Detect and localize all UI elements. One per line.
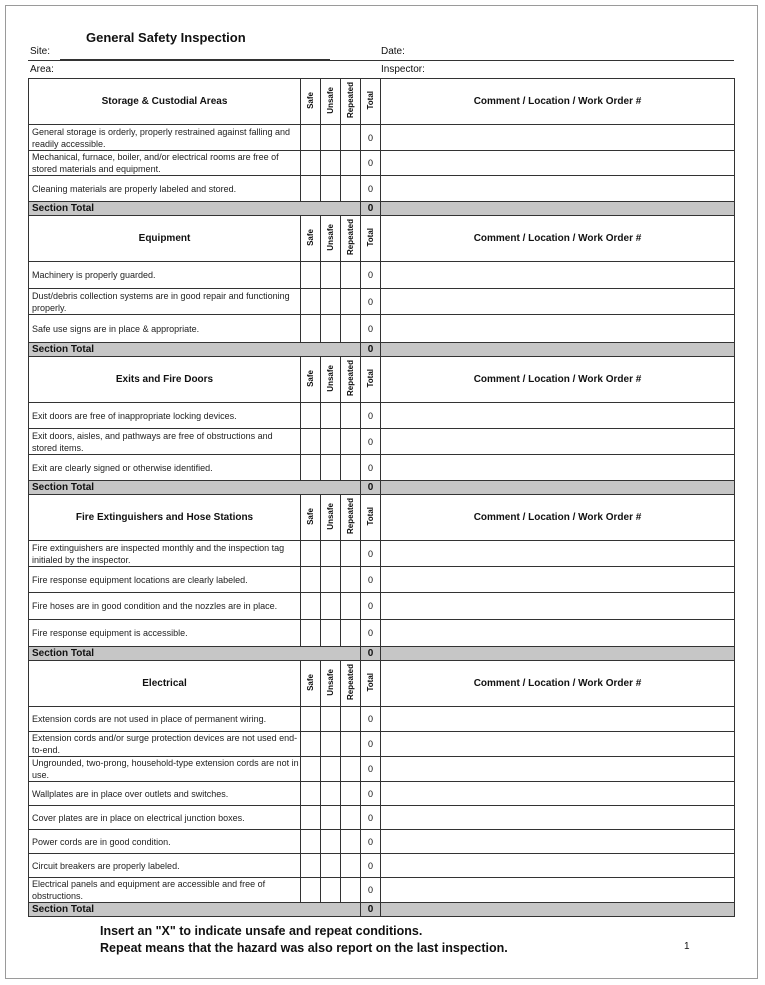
checklist-row [29,455,735,481]
section-title: Electrical [29,661,301,707]
safe-checkbox-cell[interactable] [301,125,321,151]
row-total: 0 [361,541,381,567]
section-total-row [29,202,735,216]
unsafe-column-header: Unsafe [326,669,335,696]
unsafe-column-header-cell [321,495,341,541]
comment-cell[interactable] [381,151,735,176]
comment-cell[interactable] [381,878,735,903]
section-total-label: Section Total [29,481,361,495]
safe-checkbox-cell[interactable] [301,732,321,757]
checklist-row [29,403,735,429]
safe-column-header: Safe [306,229,315,246]
section-total-blank [381,481,735,495]
section-total-row [29,647,735,661]
repeated-checkbox-cell[interactable] [341,757,361,782]
area-inspector-row [28,60,734,78]
row-total: 0 [361,403,381,429]
unsafe-checkbox-cell[interactable] [321,455,341,481]
site-date-row [28,42,734,61]
row-total: 0 [361,176,381,202]
repeated-checkbox-cell[interactable] [341,567,361,593]
repeated-checkbox-cell[interactable] [341,593,361,620]
unsafe-checkbox-cell[interactable] [321,429,341,455]
comment-cell[interactable] [381,315,735,343]
checklist-row [29,620,735,647]
comment-column-header: Comment / Location / Work Order # [381,495,735,541]
checklist-row [29,732,735,757]
repeated-checkbox-cell[interactable] [341,782,361,806]
section-total-row [29,481,735,495]
safe-column-header: Safe [306,370,315,387]
safe-column-header-cell [301,357,321,403]
unsafe-checkbox-cell[interactable] [321,541,341,567]
section-title: Equipment [29,216,301,262]
area-field[interactable] [62,60,380,77]
comment-cell[interactable] [381,567,735,593]
unsafe-checkbox-cell[interactable] [321,732,341,757]
total-column-header: Total [366,673,375,692]
repeated-column-header: Repeated [346,498,355,535]
checklist-item-text: Fire response equipment is accessible. [29,620,301,647]
checklist-item-text: Exit doors, aisles, and pathways are free of obstructions and stored items. [29,429,301,455]
repeated-column-header: Repeated [346,82,355,119]
row-total: 0 [361,806,381,830]
repeated-checkbox-cell[interactable] [341,541,361,567]
checklist-row [29,151,735,176]
comment-column-header: Comment / Location / Work Order # [381,79,735,125]
checklist-item-text: Wallplates are in place over outlets and switches. [29,782,301,806]
section-total-label: Section Total [29,647,361,661]
safe-checkbox-cell[interactable] [301,878,321,903]
page-number: 1 [684,941,690,952]
safe-checkbox-cell[interactable] [301,806,321,830]
unsafe-checkbox-cell[interactable] [321,830,341,854]
checklist-item-text: Exit doors are free of inappropriate locking devices. [29,403,301,429]
comment-cell[interactable] [381,620,735,647]
checklist-row [29,757,735,782]
row-total: 0 [361,315,381,343]
section-total-value: 0 [361,202,381,216]
checklist-row [29,429,735,455]
repeated-column-header-cell [341,216,361,262]
safe-checkbox-cell[interactable] [301,782,321,806]
section-total-value: 0 [361,647,381,661]
repeated-checkbox-cell[interactable] [341,403,361,429]
checklist-row [29,854,735,878]
unsafe-checkbox-cell[interactable] [321,567,341,593]
repeated-column-header: Repeated [346,219,355,256]
unsafe-checkbox-cell[interactable] [321,151,341,176]
safe-checkbox-cell[interactable] [301,455,321,481]
unsafe-checkbox-cell[interactable] [321,757,341,782]
checklist-item-text: Safe use signs are in place & appropriate. [29,315,301,343]
comment-cell[interactable] [381,455,735,481]
checklist-item-text: Ungrounded, two-prong, household-type extension cords are not in use. [29,757,301,782]
unsafe-column-header: Unsafe [326,224,335,251]
comment-cell[interactable] [381,854,735,878]
repeated-column-header: Repeated [346,360,355,397]
unsafe-column-header: Unsafe [326,503,335,530]
comment-column-header: Comment / Location / Work Order # [381,357,735,403]
unsafe-column-header: Unsafe [326,87,335,114]
section-total-row [29,903,735,917]
repeated-checkbox-cell[interactable] [341,151,361,176]
safe-checkbox-cell[interactable] [301,429,321,455]
row-total: 0 [361,429,381,455]
section-header-row [29,661,735,707]
row-total: 0 [361,289,381,315]
safe-checkbox-cell[interactable] [301,830,321,854]
repeated-checkbox-cell[interactable] [341,806,361,830]
section-total-value: 0 [361,903,381,917]
total-column-header-cell [361,357,381,403]
row-total: 0 [361,455,381,481]
safe-checkbox-cell[interactable] [301,620,321,647]
comment-cell[interactable] [381,289,735,315]
checklist-item-text: Fire response equipment locations are clearly labeled. [29,567,301,593]
row-total: 0 [361,125,381,151]
unsafe-checkbox-cell[interactable] [321,262,341,289]
safe-checkbox-cell[interactable] [301,707,321,732]
section-header-row [29,495,735,541]
checklist-item-text: Fire hoses are in good condition and the nozzles are in place. [29,593,301,620]
unsafe-checkbox-cell[interactable] [321,593,341,620]
checklist-item-text: Extension cords are not used in place of permanent wiring. [29,707,301,732]
comment-cell[interactable] [381,782,735,806]
checklist-row [29,567,735,593]
total-column-header: Total [366,91,375,110]
checklist-item-text: Cover plates are in place on electrical junction boxes. [29,806,301,830]
checklist-item-text: Dust/debris collection systems are in good repair and functioning properly. [29,289,301,315]
checklist-row [29,782,735,806]
safe-checkbox-cell[interactable] [301,315,321,343]
date-field[interactable] [413,42,733,59]
checklist-row [29,289,735,315]
area-label: Area: [30,64,54,75]
checklist-item-text: Electrical panels and equipment are accessible and free of obstructions. [29,878,301,903]
checklist-row [29,707,735,732]
checklist-item-text: Extension cords and/or surge protection devices are not used end-to-end. [29,732,301,757]
row-total: 0 [361,782,381,806]
section-header-row [29,357,735,403]
safe-checkbox-cell[interactable] [301,854,321,878]
site-field[interactable] [60,42,330,60]
unsafe-column-header-cell [321,79,341,125]
checklist-row [29,262,735,289]
total-column-header-cell [361,495,381,541]
section-title: Storage & Custodial Areas [29,79,301,125]
checklist-item-text: Exit are clearly signed or otherwise identified. [29,455,301,481]
row-total: 0 [361,732,381,757]
checklist-item-text: Circuit breakers are properly labeled. [29,854,301,878]
total-column-header-cell [361,79,381,125]
row-total: 0 [361,878,381,903]
repeated-checkbox-cell[interactable] [341,289,361,315]
checklist-item-text: Machinery is properly guarded. [29,262,301,289]
section-total-row [29,343,735,357]
repeated-checkbox-cell[interactable] [341,620,361,647]
row-total: 0 [361,620,381,647]
unsafe-checkbox-cell[interactable] [321,878,341,903]
comment-cell[interactable] [381,830,735,854]
comment-cell[interactable] [381,593,735,620]
comment-cell[interactable] [381,403,735,429]
form-title: General Safety Inspection [86,30,246,45]
safe-checkbox-cell[interactable] [301,541,321,567]
checklist-row [29,878,735,903]
repeated-checkbox-cell[interactable] [341,732,361,757]
safe-checkbox-cell[interactable] [301,289,321,315]
section-total-blank [381,647,735,661]
row-total: 0 [361,854,381,878]
comment-cell[interactable] [381,541,735,567]
date-label: Date: [381,46,405,57]
row-total: 0 [361,593,381,620]
checklist-item-text: Fire extinguishers are inspected monthly and the inspection tag initialed by the inspector. [29,541,301,567]
total-column-header-cell [361,216,381,262]
comment-cell[interactable] [381,757,735,782]
row-total: 0 [361,567,381,593]
row-total: 0 [361,830,381,854]
safe-column-header-cell [301,495,321,541]
total-column-header: Total [366,369,375,388]
safe-column-header-cell [301,216,321,262]
checklist-row [29,806,735,830]
safe-checkbox-cell[interactable] [301,151,321,176]
unsafe-checkbox-cell[interactable] [321,176,341,202]
repeated-checkbox-cell[interactable] [341,707,361,732]
section-title: Fire Extinguishers and Hose Stations [29,495,301,541]
comment-column-header: Comment / Location / Work Order # [381,216,735,262]
footer-instruction-1: Insert an "X" to indicate unsafe and repeat conditions. [100,924,423,938]
row-total: 0 [361,707,381,732]
repeated-checkbox-cell[interactable] [341,429,361,455]
repeated-column-header-cell [341,495,361,541]
section-total-label: Section Total [29,202,361,216]
repeated-checkbox-cell[interactable] [341,455,361,481]
inspection-table [28,78,735,917]
safe-column-header-cell [301,79,321,125]
comment-cell[interactable] [381,806,735,830]
repeated-checkbox-cell[interactable] [341,854,361,878]
repeated-column-header: Repeated [346,664,355,701]
checklist-item-text: General storage is orderly, properly restrained against falling and readily accessible. [29,125,301,151]
unsafe-checkbox-cell[interactable] [321,854,341,878]
unsafe-checkbox-cell[interactable] [321,125,341,151]
section-total-blank [381,903,735,917]
safe-column-header: Safe [306,508,315,525]
safe-column-header: Safe [306,674,315,691]
total-column-header-cell [361,661,381,707]
section-total-value: 0 [361,481,381,495]
section-total-label: Section Total [29,903,361,917]
unsafe-column-header-cell [321,357,341,403]
repeated-column-header-cell [341,661,361,707]
comment-cell[interactable] [381,732,735,757]
checklist-row [29,315,735,343]
row-total: 0 [361,262,381,289]
safe-checkbox-cell[interactable] [301,567,321,593]
unsafe-checkbox-cell[interactable] [321,289,341,315]
comment-cell[interactable] [381,125,735,151]
unsafe-column-header-cell [321,661,341,707]
repeated-checkbox-cell[interactable] [341,176,361,202]
comment-cell[interactable] [381,429,735,455]
repeated-checkbox-cell[interactable] [341,262,361,289]
unsafe-checkbox-cell[interactable] [321,403,341,429]
checklist-row [29,593,735,620]
safe-checkbox-cell[interactable] [301,176,321,202]
section-total-blank [381,343,735,357]
total-column-header: Total [366,507,375,526]
comment-cell[interactable] [381,262,735,289]
safe-checkbox-cell[interactable] [301,262,321,289]
row-total: 0 [361,757,381,782]
safe-checkbox-cell[interactable] [301,593,321,620]
comment-cell[interactable] [381,707,735,732]
safe-checkbox-cell[interactable] [301,403,321,429]
footer-instruction-2: Repeat means that the hazard was also report on the last inspection. [100,941,508,955]
checklist-item-text: Power cords are in good condition. [29,830,301,854]
section-total-value: 0 [361,343,381,357]
unsafe-column-header-cell [321,216,341,262]
repeated-checkbox-cell[interactable] [341,830,361,854]
section-header-row [29,79,735,125]
section-total-label: Section Total [29,343,361,357]
unsafe-checkbox-cell[interactable] [321,620,341,647]
checklist-row [29,125,735,151]
repeated-checkbox-cell[interactable] [341,125,361,151]
checklist-row [29,541,735,567]
repeated-column-header-cell [341,357,361,403]
safe-column-header-cell [301,661,321,707]
total-column-header: Total [366,228,375,247]
section-title: Exits and Fire Doors [29,357,301,403]
section-total-blank [381,202,735,216]
unsafe-checkbox-cell[interactable] [321,806,341,830]
checklist-row [29,176,735,202]
section-header-row [29,216,735,262]
repeated-checkbox-cell[interactable] [341,315,361,343]
repeated-checkbox-cell[interactable] [341,878,361,903]
safe-column-header: Safe [306,92,315,109]
inspector-label: Inspector: [381,64,425,75]
comment-cell[interactable] [381,176,735,202]
comment-column-header: Comment / Location / Work Order # [381,661,735,707]
site-label: Site: [30,46,51,57]
unsafe-checkbox-cell[interactable] [321,707,341,732]
unsafe-checkbox-cell[interactable] [321,782,341,806]
checklist-row [29,830,735,854]
safe-checkbox-cell[interactable] [301,757,321,782]
unsafe-checkbox-cell[interactable] [321,315,341,343]
checklist-item-text: Mechanical, furnace, boiler, and/or electrical rooms are free of stored materials and equipment. [29,151,301,176]
unsafe-column-header: Unsafe [326,365,335,392]
checklist-item-text: Cleaning materials are properly labeled and stored. [29,176,301,202]
row-total: 0 [361,151,381,176]
inspector-field[interactable] [431,60,733,77]
repeated-column-header-cell [341,79,361,125]
